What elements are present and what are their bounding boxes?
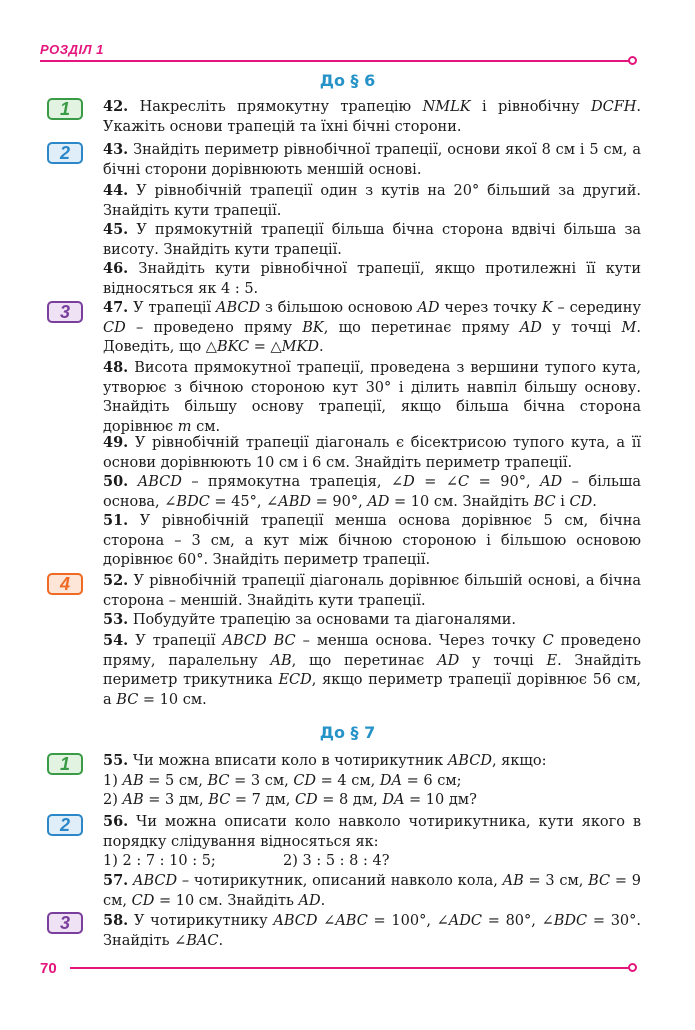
problem-50: 50. ABCD – прямокутна трапеція, ∠D = ∠C = 90°, AD – більша основа, ∠BDC = 45°, ∠ABD = 90°, AD = 10 см. Знайдіть BC і CD. (103, 473, 641, 510)
level-2-badge: 2 (47, 814, 83, 836)
problem-52: 52. У рівнобічній трапеції діагональ дорівнює більшій основі, а бічна сторона – меншій. Знайдіть кути трапеції. (103, 572, 641, 609)
page-number: 70 (40, 960, 57, 977)
level-3-badge: 3 (47, 301, 83, 323)
level-3-badge: 3 (47, 912, 83, 934)
problem-55: 55. Чи можна вписати коло в чотирикутник ABCD, якщо: 1) AB = 5 см, BC = 3 см, CD = 4 см, DA = 6 см; 2) AB = 3 дм, BC = 7 дм, CD = 8 дм, DA = 10 дм? (103, 752, 547, 808)
problem-56: 56. Чи можна описати коло навколо чотирикутника, кути якого в порядку слідування відносяться як: 1) 2 : 7 : 10 : 5; 2) 3 : 5 : 8 : 4? (103, 813, 641, 869)
problem-44: 44. У рівнобічній трапеції один з кутів на 20° більший за другий. Знайдіть кути трапеції. (103, 182, 642, 219)
section-label: РОЗДІЛ 1 (40, 42, 104, 57)
top-rule-end-circle (628, 56, 637, 65)
heading-section-6: До § 6 (319, 71, 376, 90)
top-rule (40, 60, 630, 62)
level-1-badge: 1 (47, 753, 83, 775)
problem-57: 57. ABCD – чотирикутник, описаний навколо кола, AB = 3 см, BC = 9 см, CD = 10 см. Знайдіть AD. (103, 872, 642, 909)
problem-47: 47. У трапеції ABCD з більшою основою AD через точку K – середину CD – проведено пряму BK, що перетинає пряму AD у точці M. Доведіть, що △BKC = △MKD. (103, 299, 641, 355)
problem-51: 51. У рівнобічній трапеції менша основа дорівнює 5 см, бічна сторона – 3 см, а кут між бічною стороною і більшою основою дорівнює 60°. Знайдіть периметр трапеції. (103, 512, 642, 568)
heading-section-7: До § 7 (319, 723, 376, 742)
bottom-rule-end-circle (628, 963, 637, 972)
problem-43: 43. Знайдіть периметр рівнобічної трапеції, основи якої 8 см і 5 см, а бічні сторони дорівнюють меншій основі. (103, 141, 641, 178)
level-1-badge: 1 (47, 98, 83, 120)
problem-54: 54. У трапеції ABCD BC – менша основа. Через точку C проведено пряму, паралельну AB, що перетинає AD у точці E. Знайдіть периметр трикутника ECD, якщо периметр трапеції дорівнює 56 см, а BC = 10 см. (103, 632, 641, 708)
problem-46: 46. Знайдіть кути рівнобічної трапеції, якщо протилежні її кути відносяться як 4 : 5. (103, 260, 641, 297)
problem-49: 49. У рівнобічній трапеції діагональ є бісектрисою тупого кута, а її основи дорівнюють 10 см і 6 см. Знайдіть периметр трапеції. (103, 434, 641, 471)
problem-45: 45. У прямокутній трапеції більша бічна сторона вдвічі більша за висоту. Знайдіть кути трапеції. (103, 221, 642, 258)
level-2-badge: 2 (47, 142, 83, 164)
problem-53: 53. Побудуйте трапецію за основами та діагоналями. (103, 611, 517, 628)
bottom-rule (70, 967, 630, 969)
level-4-badge: 4 (47, 573, 83, 595)
problem-58: 58. У чотирикутнику ABCD ∠ABC = 100°, ∠ADC = 80°, ∠BDC = 30°. Знайдіть ∠BAC. (103, 912, 642, 949)
problem-48: 48. Висота прямокутної трапеції, проведена з вершини тупого кута, утворює з бічною стороною кут 30° і ділить навпіл більшу основу. Знайдіть більшу основу трапеції, якщо більша бічна сторона дорівнює m см. (103, 359, 641, 435)
problem-42: 42. Накресліть прямокутну трапецію NMLK і рівнобічну DCFH. Укажіть основи трапецій та їхні бічні сторони. (103, 98, 642, 135)
